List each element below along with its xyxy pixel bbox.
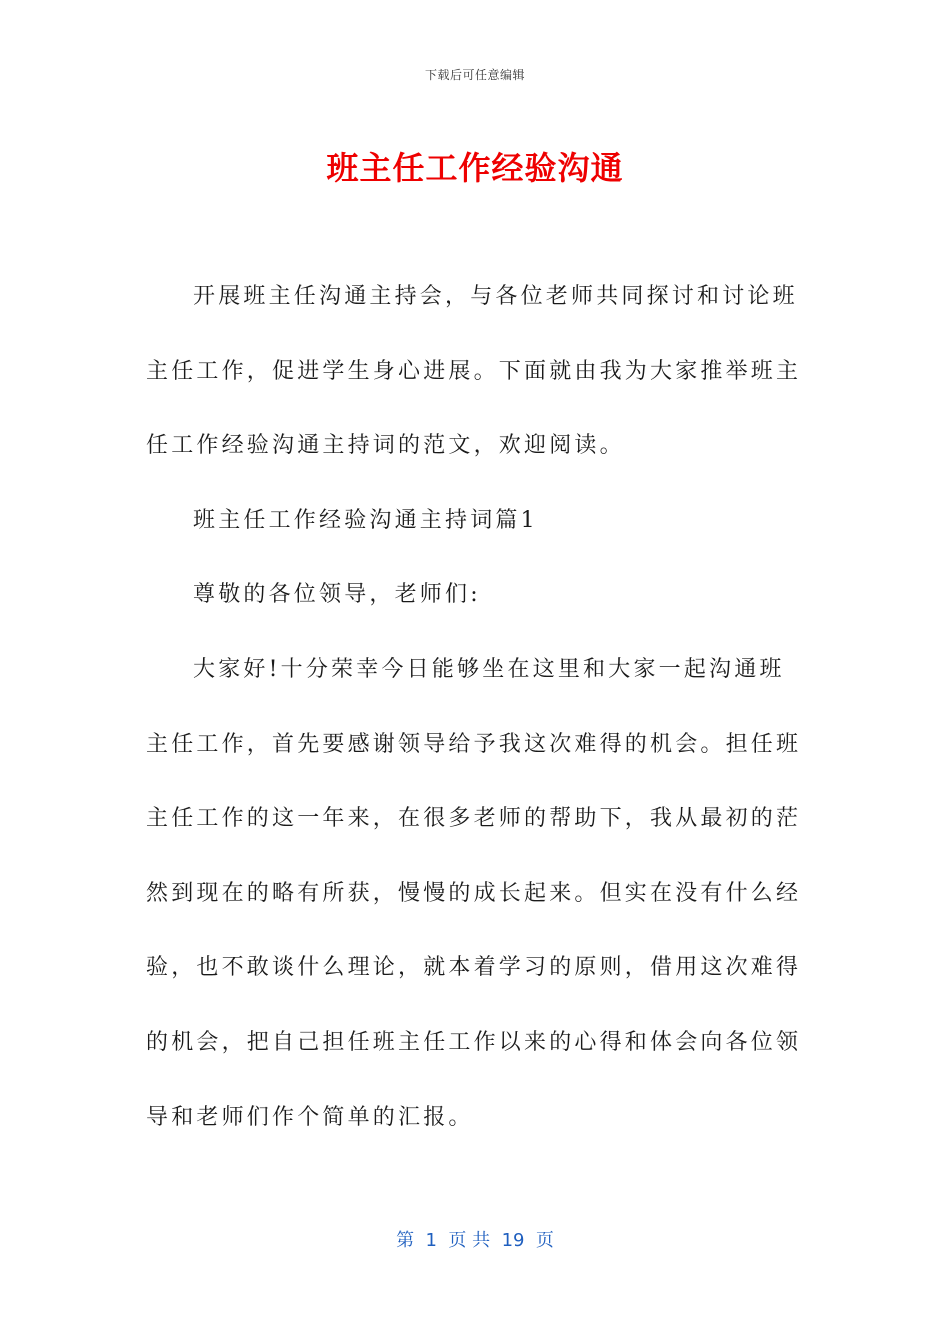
document-title: 班主任工作经验沟通 [326,149,624,187]
page-footer: 第 1 页 共 19 页 [396,1230,554,1251]
document-body [146,260,806,1155]
salutation: 尊敬的各位领导，老师们: [193,582,481,608]
section-heading: 班主任工作经验沟通主持词篇1 [193,507,538,533]
intro-paragraph: 开展班主任沟通主持会，与各位老师共同探讨和讨论班主任工作，促进学生身心进展。下面就由我为大家推举班主任工作经验沟通主持词的范文，欢迎阅读。 [146,284,802,459]
header-note: 下载后可任意编辑 [424,68,525,82]
body-paragraph: 大家好!十分荣幸今日能够坐在这里和大家一起沟通班主任工作，首先要感谢领导给予我这次难得的机会。担任班主任工作的这一年来，在很多老师的帮助下，我从最初的茫然到现在的略有所获，慢慢的成长起来。但实在没有什么经验，也不敢谈什么理论，就本着学习的原则，借用这次难得的机会，把自己担任班主任工作以来的心得和体会向各位领导和老师们作个简单的汇报。 [146,656,802,1130]
